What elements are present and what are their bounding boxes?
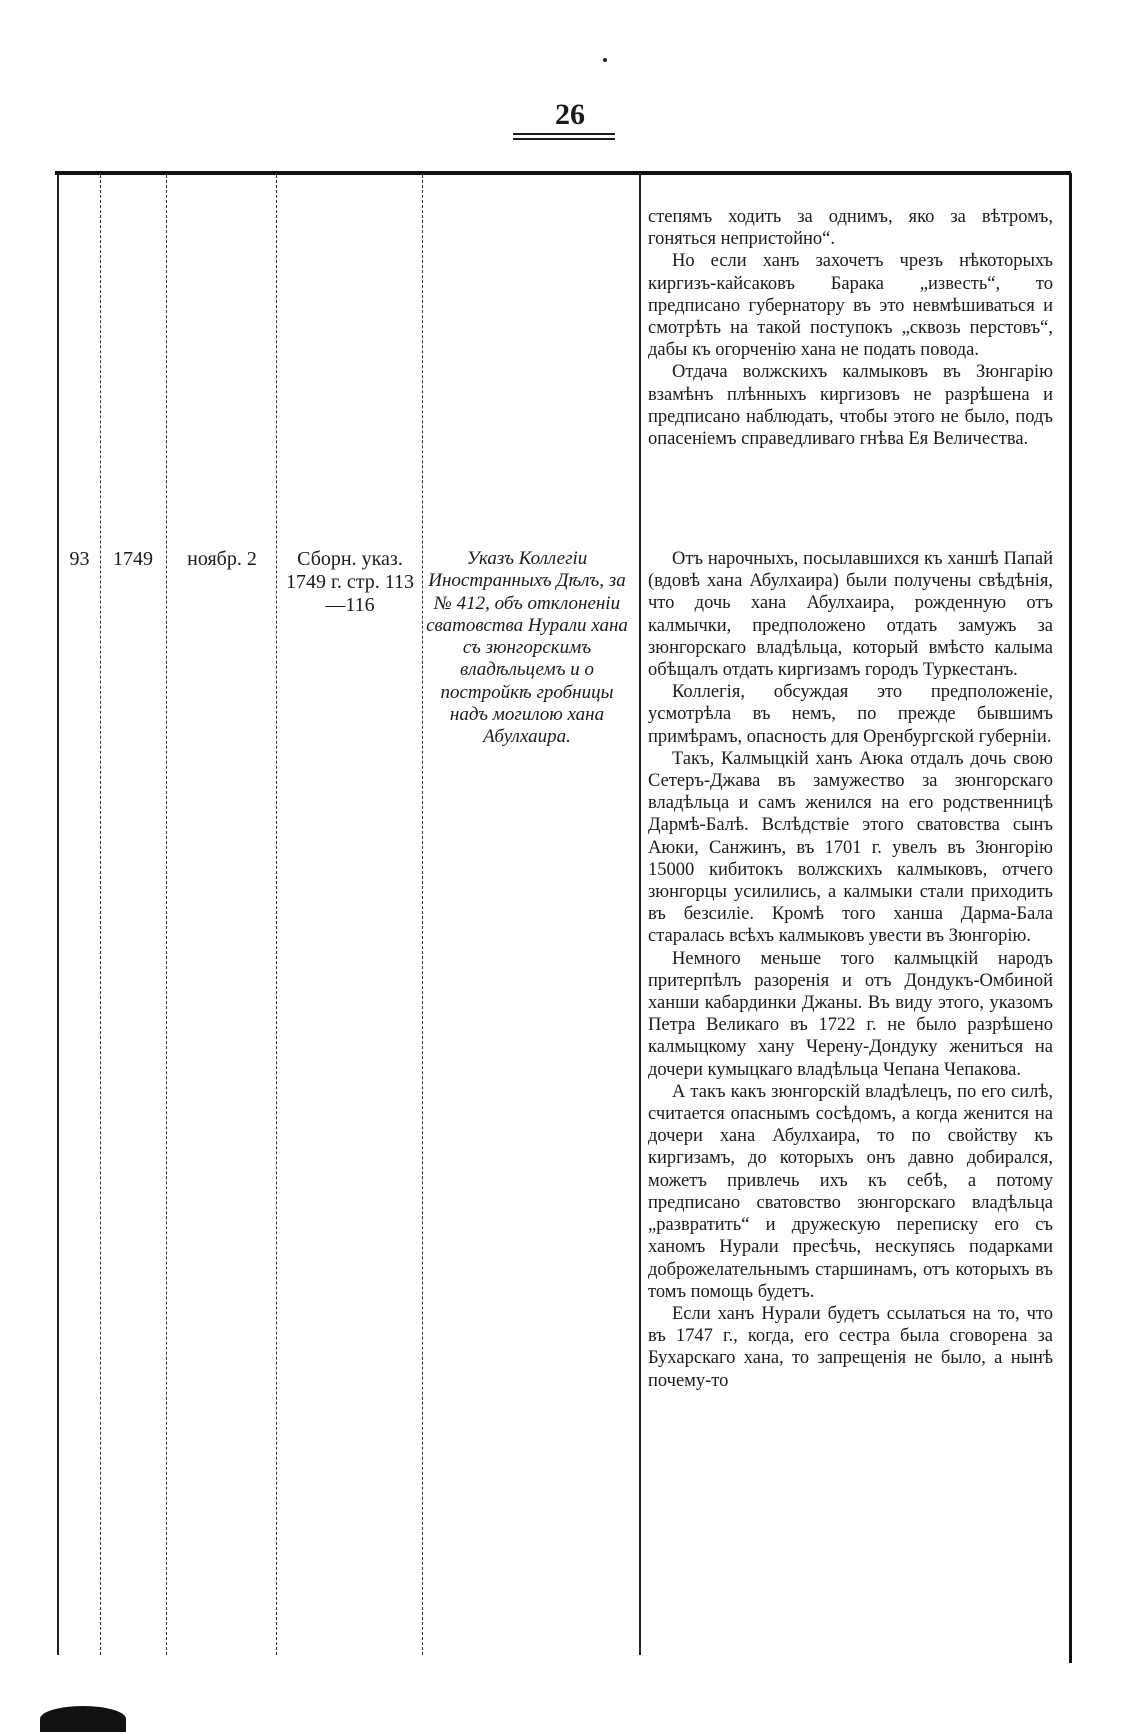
paragraph: А такъ какъ зюнгорскій владѣлецъ, по его силѣ, считается опаснымъ сосѣдомъ, а когда женится на дочери хана Абулхаира, то по свойству къ киргизамъ, до которыхъ онъ давно добирался, можетъ привлечь ихъ къ себѣ, а потому предписано сватовство зюнгорскаго владѣльца „развратить“ и дружескую переписку его съ ханомъ Нурали пресѣчь, нескупясь подарками доброжелательнымъ старшинамъ, отъ которыхъ въ томъ помощь будетъ. [648,1081,1053,1302]
column-rule-source [422,175,423,1655]
ink-smudge [40,1706,126,1732]
entry-date: ноябр. 2 [187,548,257,570]
entry-content [648,548,1053,1392]
column-rule-subject [639,175,641,1655]
page-number-rule [513,138,615,140]
page-number-rule [513,133,615,135]
entry-number: 93 [69,548,90,570]
column-rule-right [1069,173,1072,1663]
entry-year: 1749 [113,548,153,570]
page-number: 26 [555,98,585,131]
paragraph: Такъ, Калмыцкій ханъ Аюка отдалъ дочь свою Сетеръ-Джава въ замужество за зюнгорскаго владѣльца и самъ женился на его родственницѣ Дармѣ-Балѣ. Вслѣдствіе этого сватовства сынъ Аюки, Санжинъ, въ 1701 г. увелъ въ Зюнгорію 15000 кибитокъ волжскихъ калмыковъ, отчего зюнгорцы усилились, а калмыки стали приходить въ безсиліе. Кромѣ того ханша Дарма-Бала старалась всѣхъ калмыковъ увести въ Зюнгорію. [648,748,1053,947]
paragraph: Отъ нарочныхъ, посылавшихся къ ханшѣ Папай (вдовѣ хана Абулхаира) были получены свѣдѣнія, что дочь хана Абулхаира, рожденную отъ калмычки, предположено отдать замужъ за зюнгорскаго владѣльца, который вмѣсто калыма обѣщалъ отдать киргизамъ городъ Туркестанъ. [648,549,1053,681]
paragraph: Отдача волжскихъ калмыковъ въ Зюнгарію взамѣнъ плѣнныхъ киргизовъ не разрѣшена и предписано наблюдать, чтобы этого не было, подъ опасеніемъ справедливаго гнѣва Ея Величества. [648,362,1053,450]
entry-subject: Указъ Коллегіи Иностранныхъ Дѣлъ, за № 412, объ отклоненіи сватовства Нурали хана съ зюнгорскимъ владѣльцемъ и о постройкѣ гробницы надъ могилою хана Абулхаира. [426,548,628,748]
column-rule-left [57,175,59,1655]
column-rule-year [166,175,167,1655]
speck [603,58,607,62]
paragraph: степямъ ходить за однимъ, яко за вѣтромъ, гоняться непристойно“. [648,207,1053,250]
column-rule-date [276,175,277,1655]
paragraph: Если ханъ Нурали будетъ ссылаться на то, что въ 1747 г., когда, его сестра была сговорена за Бухарскаго хана, то запрещенія не было, а нынѣ почему-то [648,1303,1053,1391]
paragraph: Немного меньше того калмыцкій народъ притерпѣлъ разоренія и отъ Дондукъ-Омбиной ханши кабардинки Джаны. Въ виду этого, указомъ Петра Великаго въ 1722 г. не было разрѣшено калмыцкому хану Черену-Дондуку жениться на дочери кумыцкаго владѣльца Чепана Чепакова. [648,948,1053,1080]
continuation-text [648,206,1053,450]
entry-source: Сборн. указ. 1749 г. стр. 113—116 [285,548,415,616]
column-rule-number [100,175,101,1655]
paragraph: Коллегія, обсуждая это предположеніе, усмотрѣла въ немъ, по прежде бывшимъ примѣрамъ, опасность для Оренбургской губерніи. [648,682,1053,747]
table-top-border [55,171,1071,175]
paragraph: Но если ханъ захочетъ чрезъ нѣкоторыхъ киргизъ-кайсаковъ Барака „известь“, то предписано губернатору въ это невмѣшиваться и смотрѣть на такой поступокъ „сквозь перстовъ“, дабы къ огорченію хана не подать повода. [648,251,1053,361]
